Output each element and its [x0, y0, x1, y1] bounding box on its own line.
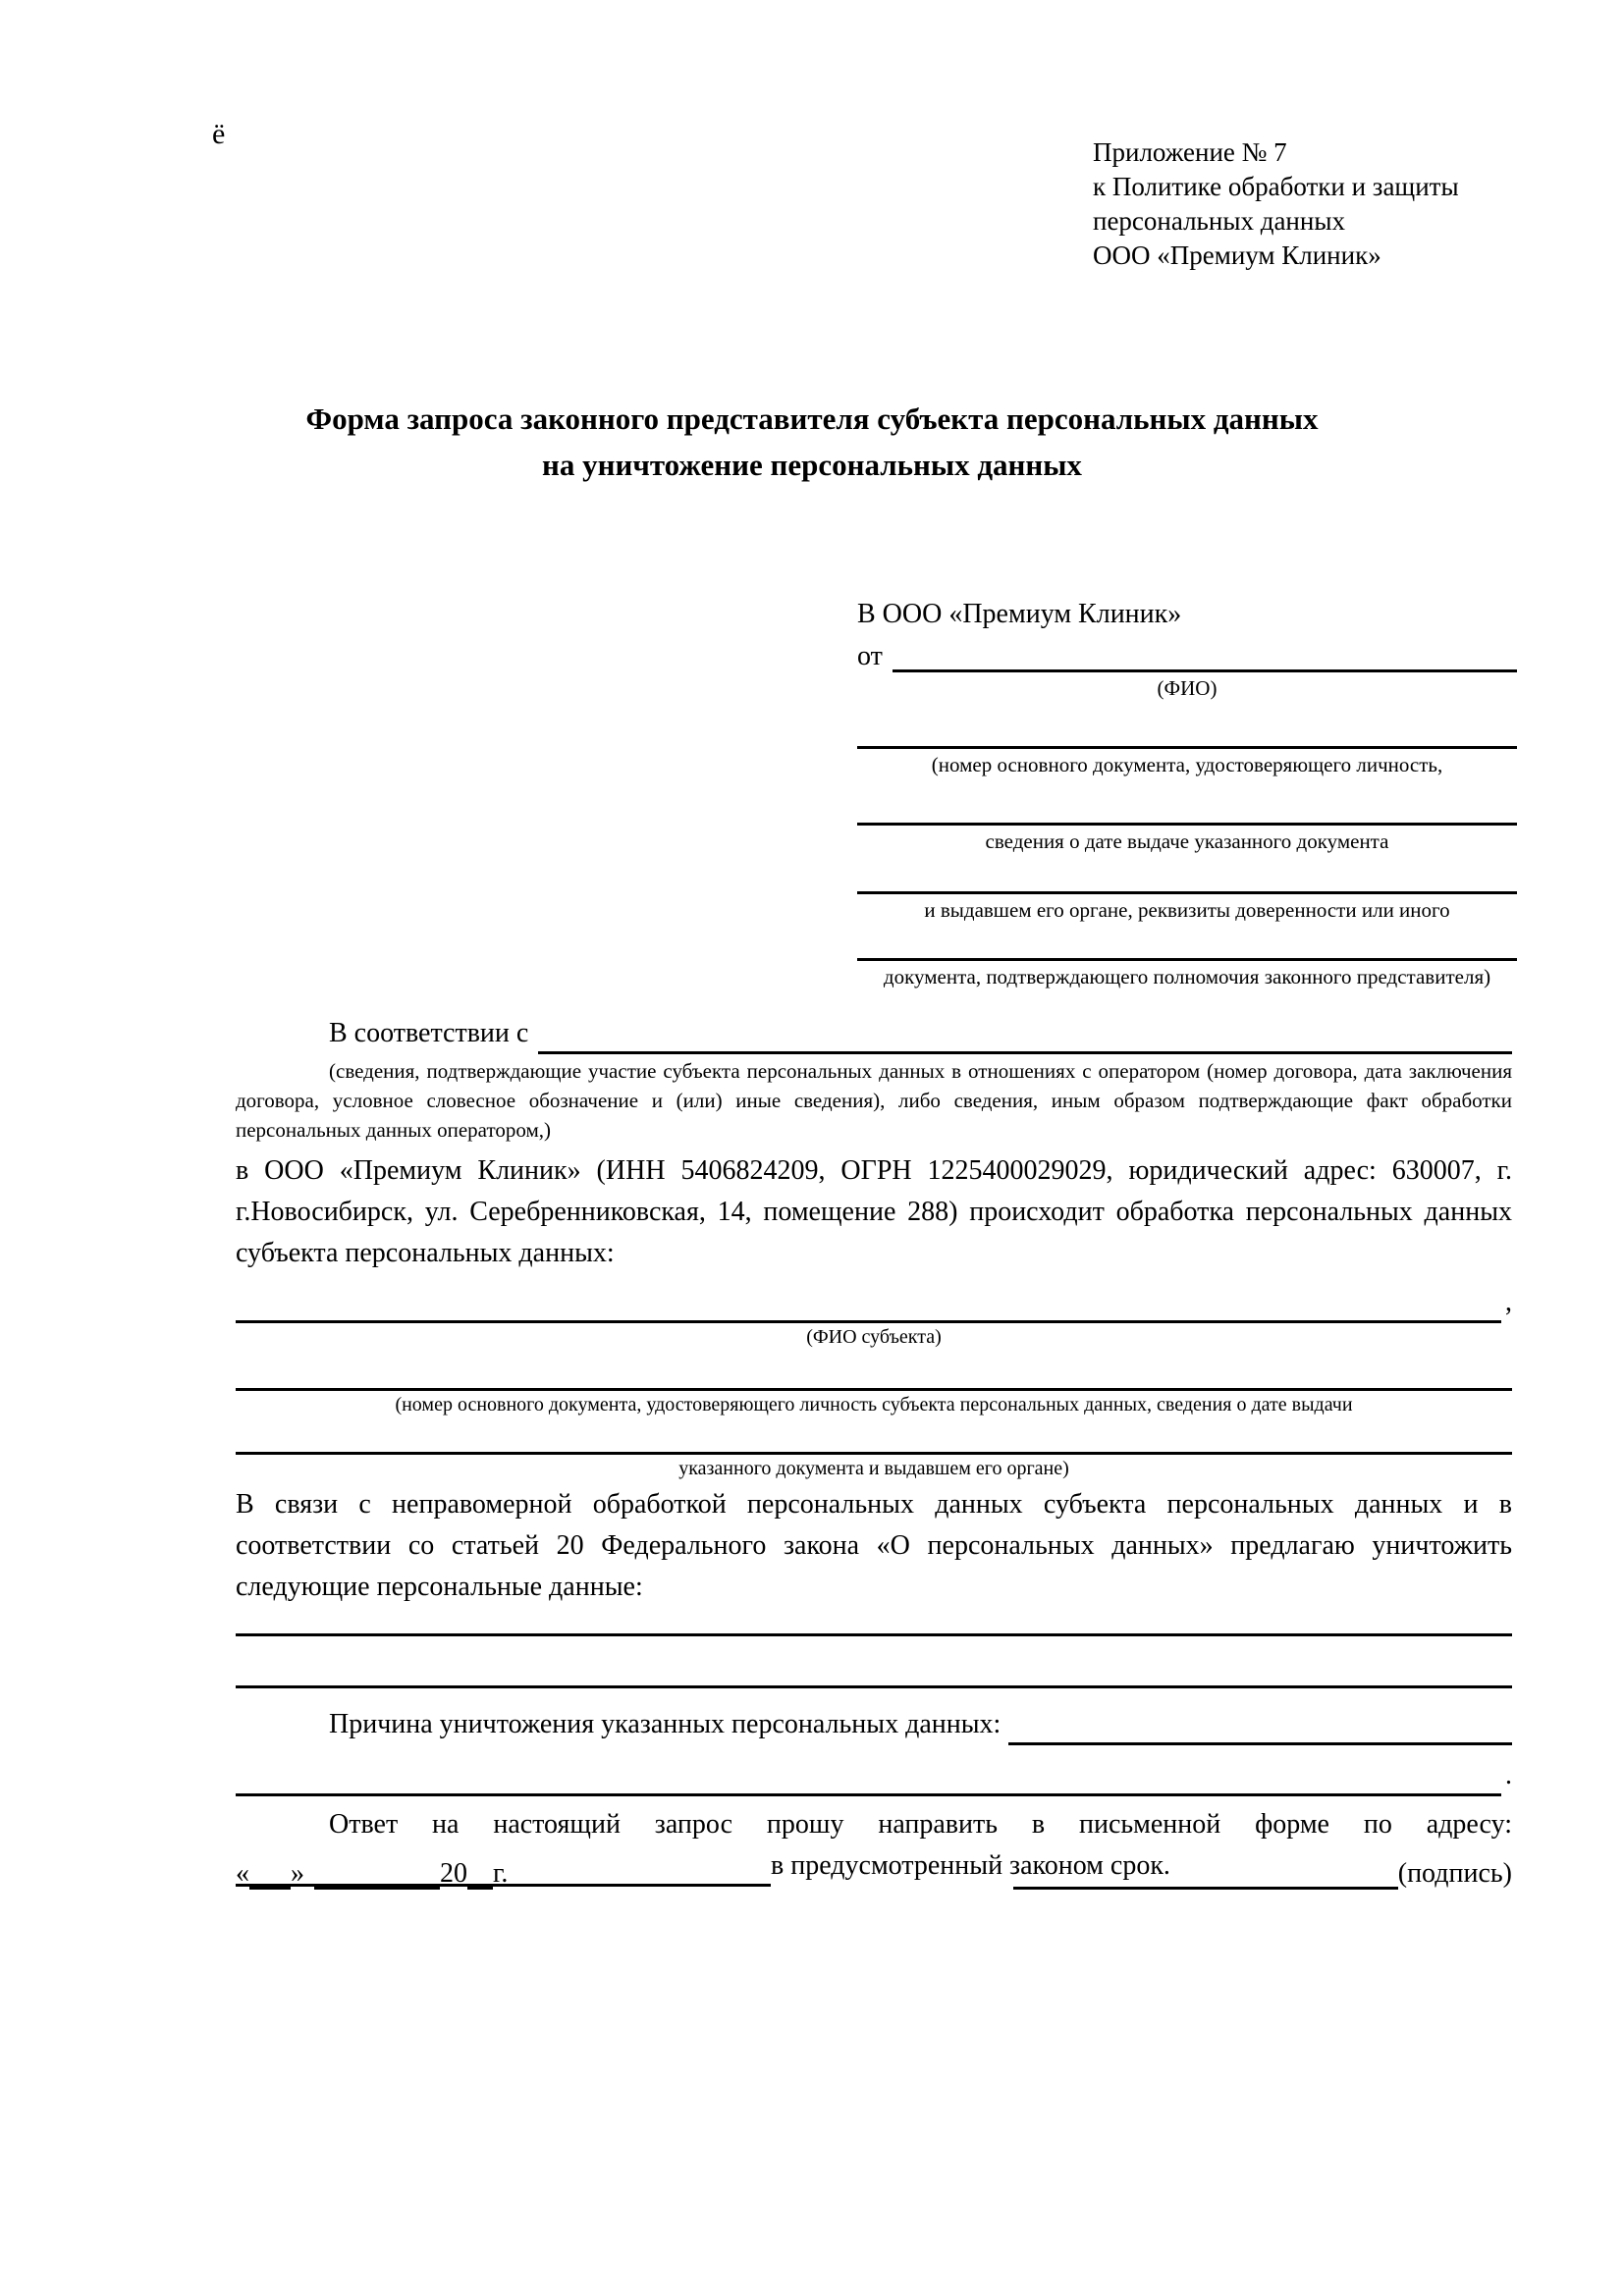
answer-tail: в предусмотренный законом срок. [771, 1850, 1170, 1881]
signature-caption: (подпись) [1397, 1858, 1512, 1890]
appendix-header [1093, 135, 1459, 273]
corner-mark: ё [212, 118, 226, 150]
reason-row [236, 1704, 1512, 1745]
demand-paragraph: В связи с неправомерной обработкой персональных данных субъекта персональных данных и в соответствии со статьей 20 Федерального закона «О персональных данных» предлагаю уничтожить следующие персональные данные: [236, 1489, 1512, 1602]
addressee-block [857, 599, 1517, 989]
subject-fio-caption: (ФИО субъекта) [806, 1326, 942, 1348]
document-title-line-2: на уничтожение персональных данных [542, 448, 1082, 482]
appendix-line-4: ООО «Премиум Клиник» [1093, 240, 1381, 270]
signature-blank-line [1013, 1858, 1398, 1890]
doc-powers-blank-line [857, 923, 1517, 961]
subject-doc-caption-line-2: указанного документа и выдавшем его органе) [678, 1458, 1069, 1479]
from-fio-blank-line [893, 639, 1517, 672]
doc-authority-caption: и выдавшем его органе, реквизиты доверенности или иного [924, 897, 1450, 922]
subject-doc-blank-line-1 [236, 1349, 1512, 1391]
subject-doc-blank-line-2 [236, 1416, 1512, 1455]
subject-fio-blank-line [236, 1290, 1501, 1323]
reason-continuation-row [236, 1757, 1512, 1796]
accordance-row [236, 1011, 1512, 1054]
accordance-note: (сведения, подтверждающие участие субъекта персональных данных в отношениях с оператором (номер договора, дата заключения договора, условное словесное обозначение и (или) иные сведения), либо сведения, иным образом подтверждающие факт обработки персональных данных оператором,) [236, 1059, 1512, 1142]
fio-caption: (ФИО) [1157, 675, 1218, 700]
footer-row [236, 1858, 1512, 1890]
data-list-blank-line-2 [236, 1636, 1512, 1688]
reason-blank-line-2 [236, 1763, 1501, 1796]
doc-authority-blank-line [857, 854, 1517, 894]
answer-paragraph: Ответ на настоящий запрос прошу направить в письменной форме по адресу: [329, 1809, 1512, 1840]
doc-issue-date-blank-line [857, 777, 1517, 826]
subject-doc-caption-line-1: (номер основного документа, удостоверяющего личность субъекта персональных данных, сведения о дате выдачи [395, 1394, 1353, 1415]
date-day-blank [249, 1858, 291, 1890]
doc-issue-date-caption: сведения о дате выдаче указанного документа [985, 828, 1389, 853]
subject-fio-suffix: , [1505, 1287, 1512, 1317]
reason-terminator: . [1505, 1760, 1512, 1790]
doc-powers-caption: документа, подтверждающего полномочия законного представителя) [883, 964, 1491, 988]
appendix-line-1: Приложение № 7 [1093, 137, 1287, 167]
reason-blank-line-1 [1008, 1712, 1512, 1745]
appendix-line-2: к Политике обработки и защиты [1093, 172, 1459, 201]
date-year-suffix: г. [493, 1858, 509, 1890]
date-open-quote: « [236, 1858, 249, 1890]
reason-label: Причина уничтожения указанных персональных данных: [329, 1709, 1001, 1739]
date-year-prefix: 20 [440, 1858, 467, 1890]
from-label: от [857, 640, 883, 671]
appendix-line-3: персональных данных [1093, 206, 1345, 236]
document-title [174, 396, 1450, 488]
date-group [236, 1858, 508, 1890]
accordance-lead: В соответствии с [329, 1018, 529, 1048]
signature-group [1013, 1858, 1512, 1890]
date-year-blank [467, 1858, 493, 1890]
doc-number-caption: (номер основного документа, удостоверяющего личность, [931, 752, 1443, 776]
subject-fio-row [236, 1284, 1512, 1323]
accordance-blank-line [538, 1021, 1512, 1054]
from-row [857, 639, 1517, 672]
data-list-blank-line-1 [236, 1608, 1512, 1636]
document-title-line-1: Форма запроса законного представителя субъекта персональных данных [305, 401, 1319, 436]
addressee-to-line: В ООО «Премиум Клиник» [857, 599, 1182, 629]
date-close-quote: » [291, 1858, 304, 1890]
operator-paragraph: в ООО «Премиум Клиник» (ИНН 5406824209, ОГРН 1225400029029, юридический адрес: 630007, г. г.Новосибирск, ул. Серебренниковская, 14, помещение 288) происходит обработка персональных данных субъекта персональных данных: [236, 1155, 1512, 1268]
doc-number-blank-line [857, 701, 1517, 749]
date-month-blank [314, 1858, 440, 1890]
main-body [236, 1011, 1512, 1887]
